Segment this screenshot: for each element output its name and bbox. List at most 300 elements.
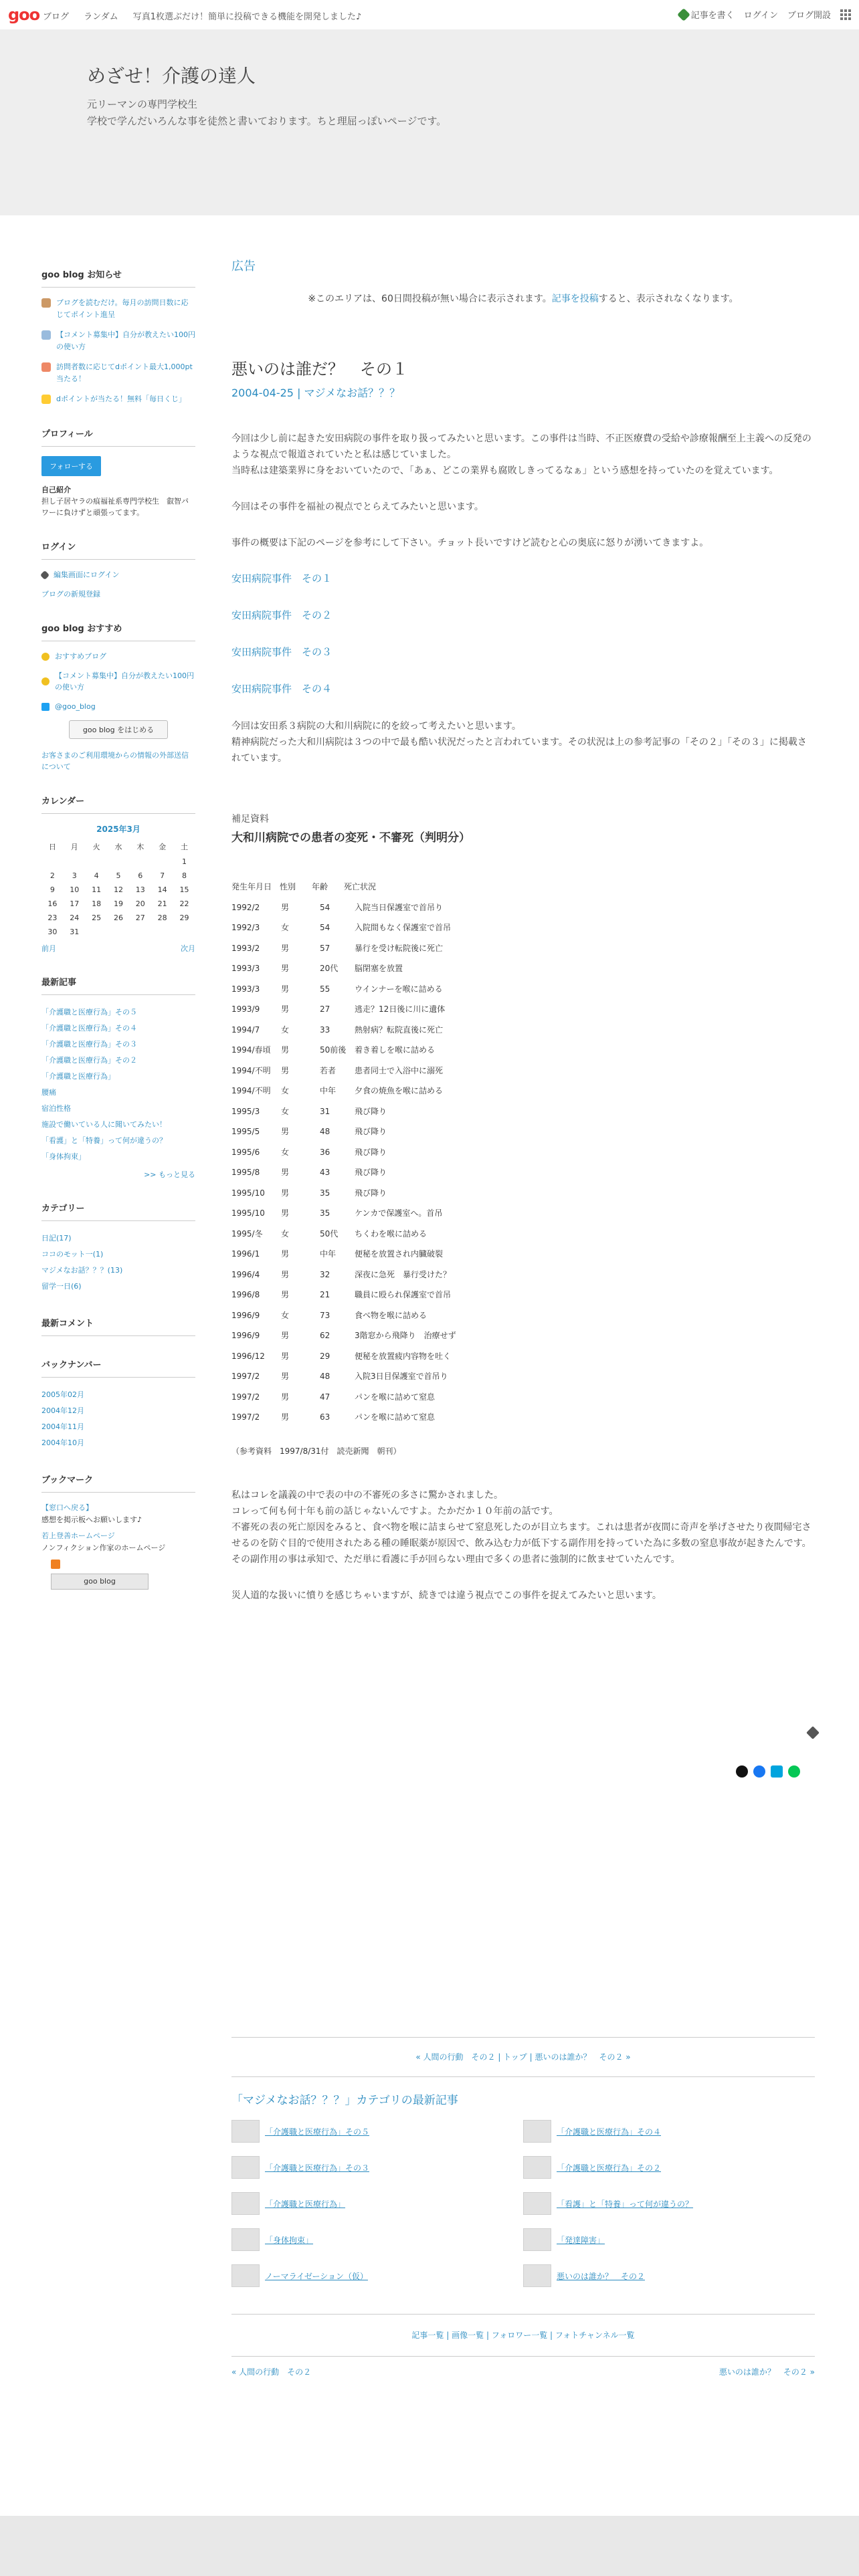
global-top-bar [0, 0, 859, 30]
rss-icon[interactable] [51, 1560, 60, 1569]
category-latest-item: 「介護職と医療行為」 [231, 2191, 523, 2216]
top-nav-blog[interactable]: ブログ [43, 12, 70, 22]
notice-item[interactable]: 【コメント募集中】自分が教えたい100円の使い方 [41, 329, 195, 353]
calendar-day [129, 855, 151, 869]
table-cell: 1994/7 [231, 1025, 260, 1035]
calendar-day: 18 [92, 899, 102, 908]
table-cell: 1993/2 [231, 943, 260, 953]
table-cell: 1994/不明 [231, 1086, 271, 1095]
table-cell: 便秘を放置疲内容物を吐く [355, 1351, 452, 1361]
calendar-day [86, 855, 108, 869]
table-cell: 男 [281, 1249, 290, 1259]
post-paragraph: 今回は安田系３病院の大和川病院に的を絞って考えたいと思います。 精神病院だった大和川病院は３つの中で最も酷い状況だったと言われています。その状況は上の参考記事の「その２」「その３」に掲載されています。 [231, 721, 807, 764]
thumbnail[interactable] [231, 2192, 260, 2215]
thumbnail[interactable] [231, 2228, 260, 2251]
case-link[interactable]: 安田病院事件 その２ [231, 609, 332, 621]
calendar-day: 12 [113, 885, 123, 894]
table-row [231, 1203, 815, 1224]
twitter-icon [41, 703, 50, 711]
list-links-bar: 記事一覧 | 画像一覧 | フォロワー一覧 | フォトチャンネル一覧 [231, 2314, 815, 2357]
calendar-section [41, 794, 195, 954]
table-cell: 31 [320, 1106, 330, 1116]
table-cell: 暴行を受け転院後に死亡 [355, 943, 444, 953]
edit-pencil-icon[interactable] [806, 1726, 820, 1739]
table-cell: 27 [320, 1004, 330, 1014]
table-cell: 73 [320, 1310, 330, 1320]
page-footer [0, 2516, 859, 2576]
table-cell: 飛び降り [355, 1188, 387, 1198]
table-cell: 32 [320, 1269, 330, 1279]
thumbnail[interactable] [231, 2156, 260, 2179]
recent-post-link[interactable]: 「介護職と医療行為」その４ [41, 1024, 137, 1033]
calendar-day [41, 855, 64, 869]
hatena-share-icon[interactable] [771, 1765, 783, 1778]
table-row [231, 1407, 815, 1428]
calendar-day [64, 855, 86, 869]
sidebar [41, 267, 195, 1611]
recent-post-link[interactable]: 「介護職と医療行為」その５ [41, 1008, 137, 1016]
table-row [231, 1366, 815, 1387]
category-latest-item: 「発達障害」 [523, 2227, 815, 2252]
table-cell: 55 [320, 984, 330, 994]
cal-day-header: 日 [48, 843, 56, 851]
bookmark-heading: ブックマーク [41, 1473, 195, 1493]
apps-grid-icon[interactable] [840, 9, 851, 20]
calendar-day: 13 [135, 885, 145, 894]
table-cell: 35 [320, 1208, 330, 1218]
table-cell: 入院当日保護室で首吊り [355, 902, 444, 912]
table-cell: 女 [281, 1025, 290, 1035]
table-row [231, 1285, 815, 1305]
post-body [231, 431, 815, 1604]
category-latest-item: 悪いのは誰か？ その２ [523, 2263, 815, 2288]
calendar-day [173, 925, 195, 939]
prev-post-link[interactable]: « 人間の行動 その２ [415, 2052, 496, 2062]
blog-title[interactable]: めざせ！介護の達人 [87, 65, 256, 87]
recent-post-link[interactable]: 宿泊性格 [41, 1104, 71, 1113]
bookmark-link[interactable]: 【窓口へ戻る】 [41, 1503, 93, 1512]
table-row [231, 1142, 815, 1163]
table-cell: 男 [281, 1269, 290, 1279]
lottery-icon [41, 395, 51, 404]
recent-post-link[interactable]: 「身体拘束」 [41, 1152, 86, 1161]
table-cell: 男 [281, 1392, 290, 1402]
calendar-day: 9 [50, 885, 55, 894]
table-cell: 男 [281, 1065, 290, 1075]
table-row [231, 1265, 815, 1285]
table-cell: 54 [320, 923, 330, 932]
share-buttons [736, 1765, 800, 1778]
table-row [231, 1305, 815, 1326]
table-cell: 女 [281, 1310, 290, 1320]
table-cell: 1997/2 [231, 1372, 260, 1381]
category-latest-grid [231, 2119, 815, 2288]
table-cell: ウインナーを喉に詰める [355, 984, 443, 994]
table-cell: 男 [281, 1168, 290, 1177]
table-cell: 男 [281, 1372, 290, 1381]
category-link[interactable]: マジメなお話？？？(13) [41, 1266, 123, 1275]
category-latest-item: 「介護職と医療行為」その３ [231, 2155, 523, 2180]
table-cell: 患者同士で入浴中に溺死 [355, 1065, 444, 1075]
table-cell: 夕食の焼魚を喉に詰める [355, 1086, 444, 1095]
post-date-link[interactable]: 2004-04-25 [231, 387, 294, 399]
table-cell: 女 [281, 1147, 290, 1157]
calendar-prev-link[interactable]: 前月 [41, 944, 56, 953]
table-cell: 1994/不明 [231, 1065, 271, 1075]
table-cell: 飛び降り [355, 1147, 387, 1157]
table-row [231, 1040, 815, 1061]
table-cell: 1996/9 [231, 1331, 260, 1340]
source-note: （参考資料 1997/8/31付 読売新聞 朝刊） [231, 1446, 401, 1456]
table-cell: ちくわを喉に詰める [355, 1228, 427, 1239]
next-post-link[interactable]: 悪いのは誰か？ その２ » [535, 2052, 631, 2062]
cal-day-header: 土 [181, 843, 189, 851]
gift-icon [41, 298, 51, 308]
bookmark-desc: ノンフィクション作家のホームページ [41, 1543, 166, 1552]
post-paragraph: 今回は少し前に起きた安田病院の事件を取り扱ってみたいと思います。この事件は当時、不正医療費の受給や診療報酬至上主義への反発のような視点で報道されていたと私は感じていました。 当時私は建築業界に身をおいていたので、「あぁ、どこの業界も腐敗しきってるなぁ」という感想を持っていたのを覚えています。 [231, 433, 812, 476]
ad-heading: 広告 [231, 259, 256, 274]
calendar-day [108, 925, 130, 939]
category-latest-item: 「介護職と医療行為」その４ [523, 2119, 815, 2144]
photo-channel-list-link[interactable]: フォトチャンネル一覧 [555, 2331, 635, 2340]
calendar-day [151, 925, 173, 939]
pencil-icon [40, 570, 50, 579]
table-cell: 便秘を放置され内臓破裂 [355, 1249, 444, 1259]
calendar-day: 1 [182, 857, 187, 866]
recommend-heading: goo blog おすすめ [41, 621, 195, 641]
recent-posts-section [41, 975, 195, 1180]
table-row [231, 1224, 815, 1245]
reference-label: 補足資料 [231, 814, 269, 825]
table-cell: 33 [320, 1025, 330, 1035]
post-article-link[interactable]: 記事を投稿 [551, 294, 599, 304]
external-transmission-link[interactable]: お客さまのご利用環境からの情報の外部送信について [41, 751, 189, 771]
thumbnail[interactable] [231, 2264, 260, 2287]
edit-login-link[interactable]: 編集画面にログイン [41, 569, 195, 580]
notice-item[interactable]: dポイントが当たる！無料「毎日くじ」 [41, 393, 195, 405]
top-nav-random[interactable]: ランダム [84, 12, 118, 22]
comment-icon [41, 330, 51, 340]
points-icon [41, 362, 51, 372]
table-cell: 48 [320, 1127, 330, 1136]
post-paragraph: 今回はその事件を福祉の視点でとらえてみたいと思います。 [231, 502, 484, 512]
calendar-day: 15 [179, 885, 189, 894]
table-cell: 54 [320, 902, 330, 912]
table-cell: 29 [320, 1351, 330, 1361]
calendar-day: 4 [94, 871, 99, 880]
thumbnail[interactable] [523, 2192, 551, 2215]
category-latest-heading: 「マジメなお話？？？」カテゴリの最新記事 [231, 2094, 458, 2107]
table-cell: 中年 [320, 1249, 337, 1259]
calendar-day: 23 [47, 914, 58, 922]
x-share-icon[interactable] [736, 1765, 748, 1778]
table-cell: パンを喉に詰めて窒息 [355, 1392, 436, 1402]
bottom-prev-link[interactable]: « 人間の行動 その２ [231, 2367, 312, 2377]
calendar-day: 11 [92, 885, 102, 894]
table-cell: 入院3日目保護室で首吊り [355, 1372, 448, 1381]
backnumber-link[interactable]: 2005年02月 [41, 1390, 84, 1399]
open-blog-link[interactable]: ブログ開設 [787, 11, 831, 21]
image-list-link[interactable]: 画像一覧 [452, 2331, 484, 2340]
table-cell: 深夜に急死 暴行受けた？ [355, 1269, 452, 1279]
table-row [231, 1244, 815, 1265]
table-row [231, 918, 815, 938]
follow-button[interactable]: フォローする [41, 456, 101, 476]
table-cell: 50前後 [320, 1045, 347, 1055]
backnumber-link[interactable]: 2004年11月 [41, 1422, 84, 1431]
table-cell: 20代 [320, 964, 339, 973]
recommend-section [41, 621, 195, 772]
table-cell: 1996/9 [231, 1310, 260, 1320]
table-cell: 36 [320, 1147, 330, 1157]
table-row [231, 1387, 815, 1408]
table-cell: 食べ物を喉に詰める [355, 1310, 427, 1320]
recent-post-link[interactable]: 「看護」と「特養」って何が違うの？ [41, 1136, 167, 1145]
recent-post-link[interactable]: 腰痛 [41, 1088, 56, 1097]
table-row [231, 938, 815, 959]
recent-post-link[interactable]: 「介護職と医療行為」その３ [41, 1040, 137, 1049]
bottom-next-link[interactable]: 悪いのは誰か？ その２ » [719, 2367, 815, 2377]
table-cell: 飛び降り [355, 1168, 387, 1177]
post-meta: 2004-04-25 | マジメなお話？？？ [231, 387, 401, 399]
calendar-day: 19 [113, 899, 123, 908]
calendar-day: 29 [179, 914, 189, 922]
table-cell: 男 [281, 1412, 290, 1422]
table-cell: 1995/8 [231, 1168, 260, 1177]
thumbnail[interactable] [523, 2264, 551, 2287]
table-cell: 1995/10 [231, 1188, 265, 1198]
table-cell: 男 [281, 1045, 290, 1055]
table-header: 発生年月日 性別 年齢 死亡状況 [231, 882, 377, 891]
table-cell: 1993/3 [231, 984, 260, 994]
table-cell: 1995/5 [231, 1127, 260, 1136]
table-cell: 男 [281, 964, 290, 973]
blog-description: 元リーマンの専門学校生 学校で学んだいろんな事を徒然と書いております。ちと理屈っぽいページです。 [87, 98, 447, 127]
table-row [231, 1346, 815, 1367]
backnumber-link[interactable]: 2004年10月 [41, 1438, 84, 1447]
cal-day-header: 木 [136, 843, 145, 851]
table-cell: 女 [281, 1106, 290, 1116]
table-title: 大和川病院での患者の変死・不審死（判明分） [231, 831, 470, 845]
table-cell: 男 [281, 1004, 290, 1014]
calendar-day: 7 [160, 871, 165, 880]
table-cell: 1995/10 [231, 1208, 265, 1218]
thumbnail[interactable] [523, 2228, 551, 2251]
category-link[interactable]: 日記(17) [41, 1234, 72, 1243]
cal-day-header: 金 [159, 843, 167, 851]
thumbnail[interactable] [523, 2120, 551, 2143]
table-cell: 43 [320, 1168, 330, 1177]
calendar-heading: カレンダー [41, 794, 195, 814]
table-row [231, 1061, 815, 1081]
recommend-blog-link[interactable]: おすすめブログ [41, 651, 195, 662]
table-cell: 着き着しを喉に詰める [355, 1045, 436, 1055]
bookmark-section [41, 1473, 195, 1590]
notice-item[interactable]: 訪問者数に応じてdポイント最大1,000pt当たる！ [41, 361, 195, 385]
table-row [231, 979, 815, 1000]
calendar-day: 20 [135, 899, 145, 908]
bookmark-link[interactable]: 若上登善ホームページ [41, 1531, 115, 1540]
table-cell: 中年 [320, 1086, 337, 1095]
table-cell: 1997/2 [231, 1412, 260, 1422]
table-cell: 3階窓から飛降り 治療せず [355, 1331, 456, 1340]
profile-section [41, 427, 195, 518]
profile-heading: プロフィール [41, 427, 195, 447]
backnumber-link[interactable]: 2004年12月 [41, 1406, 84, 1415]
recent-posts-heading: 最新記事 [41, 975, 195, 995]
notice-heading: goo blog お知らせ [41, 267, 195, 288]
table-cell: 男 [281, 943, 290, 953]
category-latest-item: 「身体拘束」 [231, 2227, 523, 2252]
calendar-day: 21 [157, 899, 167, 908]
more-posts-link[interactable]: >> もっと見る [144, 1170, 195, 1179]
table-row [231, 1081, 815, 1101]
register-link[interactable]: ブログの新規登録 [41, 590, 100, 599]
category-heading: カテゴリー [41, 1201, 195, 1221]
death-table [231, 897, 815, 1428]
table-cell: 50代 [320, 1228, 339, 1239]
calendar-day [86, 925, 108, 939]
cal-day-header: 水 [114, 843, 122, 851]
table-cell: 1997/2 [231, 1392, 260, 1402]
calendar-day: 3 [72, 871, 77, 880]
calendar-day: 10 [70, 885, 80, 894]
article-list-link[interactable]: 記事一覧 [411, 2331, 444, 2340]
latest-comments-heading: 最新コメント [41, 1316, 195, 1336]
category-link[interactable]: 留学一日(6) [41, 1282, 82, 1291]
goo-blog-badge[interactable]: goo blog [51, 1574, 149, 1590]
table-cell: 女 [281, 1086, 290, 1095]
line-share-icon[interactable] [788, 1765, 800, 1778]
calendar-table [41, 839, 195, 939]
calendar-day: 17 [70, 899, 80, 908]
table-row [231, 1162, 815, 1183]
calendar-day: 25 [92, 914, 102, 922]
calendar-day: 26 [113, 914, 123, 922]
table-cell: ケンカで保護室へ。首吊 [355, 1208, 443, 1218]
calendar-day: 5 [116, 871, 121, 880]
lightbulb-icon [41, 653, 50, 661]
thumbnail[interactable] [231, 2120, 260, 2143]
cal-day-header: 月 [70, 843, 78, 851]
table-cell: 1993/9 [231, 1004, 260, 1014]
cal-day-header: 火 [92, 843, 100, 851]
notice-section [41, 267, 195, 405]
latest-comments-section [41, 1316, 195, 1336]
category-latest-item: 「介護職と医療行為」その５ [231, 2119, 523, 2144]
top-right-menu [679, 8, 851, 21]
follower-list-link[interactable]: フォロワー一覧 [491, 2331, 548, 2340]
table-cell: 35 [320, 1188, 330, 1198]
table-cell: 職員に殴られ保護室で首吊 [355, 1290, 452, 1299]
table-cell: 1995/6 [231, 1147, 260, 1157]
start-goo-blog-button[interactable]: goo blog をはじめる [69, 720, 168, 739]
table-cell: 1995/3 [231, 1106, 260, 1116]
table-cell: 1996/8 [231, 1290, 260, 1299]
calendar-day: 2 [50, 871, 55, 880]
table-row [231, 1183, 815, 1204]
table-cell: 飛び降り [355, 1106, 387, 1116]
case-link[interactable]: 安田病院事件 その４ [231, 683, 332, 695]
post-category-link[interactable]: マジメなお話？？？ [304, 387, 401, 399]
recent-post-link[interactable]: 施設で働いている人に聞いてみたい！ [41, 1120, 167, 1129]
category-latest-item: ノーマライゼーション（仮） [231, 2263, 523, 2288]
calendar-day: 14 [157, 885, 167, 894]
ad-note: ※このエリアは、60日間投稿が無い場合に表示されます。記事を投稿すると、表示されなくなります。 [308, 294, 739, 304]
table-cell: 1992/3 [231, 923, 260, 932]
table-cell: 男 [281, 1188, 290, 1198]
category-latest-item: 「看護」と「特養」って何が違うの？ [523, 2191, 815, 2216]
calendar-next-link[interactable]: 次月 [181, 944, 195, 953]
bookmark-desc: 感想を掲示板へお願いします♪ [41, 1515, 142, 1524]
table-cell: 男 [281, 902, 290, 912]
table-row [231, 958, 815, 979]
calendar-day [108, 855, 130, 869]
calendar-day [129, 925, 151, 939]
case-link[interactable]: 安田病院事件 その１ [231, 572, 332, 584]
table-row [231, 1020, 815, 1041]
closing-text: 私はコレを議義の中で表の中の不審死の多さに驚かされました。 コレって何も何十年も前の話じゃないんですよ。たかだか１０年前の話です。 不審死の表の死亡原因をみると、食べ物を喉に詰まらせて窒息死したのが目立ちます。これは患者が夜間に奇声を挙げさせたり夜間帰宅させるのを防ぐ目的で使用されたある種の睡眠薬が原因で、飲み込む力が低下する副作用を持っていた為に多数の窒息事故が起きたんです。 その副作用の事は承知で、ただ単に看護に手が回らない理由で多くの患者に強制的に飲ませていたんです。 災人道的な扱いに憤りを感じちゃいますが、続きでは違う視点でこの事件を捉えてみたいと思います。 [231, 1489, 812, 1601]
table-cell: 若者 [320, 1065, 337, 1075]
facebook-share-icon[interactable] [753, 1765, 765, 1778]
calendar-day: 27 [135, 914, 145, 922]
table-row [231, 999, 815, 1020]
top-nav [43, 9, 373, 22]
top-link[interactable]: トップ [503, 2052, 527, 2062]
calendar-day [151, 855, 173, 869]
login-heading: ログイン [41, 540, 195, 560]
notice-item[interactable]: ブログを読むだけ。毎月の訪問日数に応じてポイント進呈 [41, 297, 195, 321]
table-cell: 男 [281, 1351, 290, 1361]
table-cell: 63 [320, 1412, 330, 1422]
table-cell: 1996/1 [231, 1249, 260, 1259]
twitter-link[interactable]: @goo_blog [41, 701, 195, 712]
login-section [41, 540, 195, 600]
comment-campaign-link[interactable]: 【コメント募集中】自分が教えたい100円の使い方 [41, 670, 195, 693]
table-cell: 男 [281, 1208, 290, 1218]
calendar-day: 16 [47, 899, 58, 908]
calendar-day: 6 [138, 871, 143, 880]
main-content [231, 257, 815, 1604]
calendar-nav [41, 943, 195, 954]
post-nav-bar: « 人間の行動 その２ | トップ | 悪いのは誰か？ その２ » [231, 2037, 815, 2077]
goo-logo[interactable]: goo [8, 5, 40, 24]
write-post-button[interactable]: 記事を書く [679, 8, 735, 21]
table-row [231, 1325, 815, 1346]
table-cell: 女 [281, 1228, 290, 1239]
table-row [231, 897, 815, 918]
recent-post-link[interactable]: 「介護職と医療行為」 [41, 1072, 115, 1081]
thumbnail[interactable] [523, 2156, 551, 2179]
calendar-day: 22 [179, 899, 189, 908]
category-link[interactable]: ココのモット一(1) [41, 1250, 104, 1259]
table-cell: 入院間もなく保護室で首吊 [355, 923, 452, 932]
category-latest-item: 「介護職と医療行為」その２ [523, 2155, 815, 2180]
backnumber-heading: バックナンバー [41, 1358, 195, 1378]
case-link[interactable]: 安田病院事件 その３ [231, 646, 332, 658]
category-section [41, 1201, 195, 1295]
table-cell: 男 [281, 1127, 290, 1136]
recent-post-link[interactable]: 「介護職と医療行為」その２ [41, 1056, 137, 1065]
calendar-day: 30 [47, 928, 58, 936]
table-cell: 47 [320, 1392, 330, 1402]
table-cell: 逃走？12日後に川に遺体 [355, 1004, 446, 1014]
pencil-icon [677, 8, 690, 21]
calendar-day: 24 [70, 914, 80, 922]
top-nav-announcement[interactable]: 写真1枚選ぶだけ！簡単に投稿できる機能を開発しました♪ [132, 12, 362, 22]
table-cell: 男 [281, 984, 290, 994]
login-link[interactable]: ログイン [743, 11, 778, 21]
